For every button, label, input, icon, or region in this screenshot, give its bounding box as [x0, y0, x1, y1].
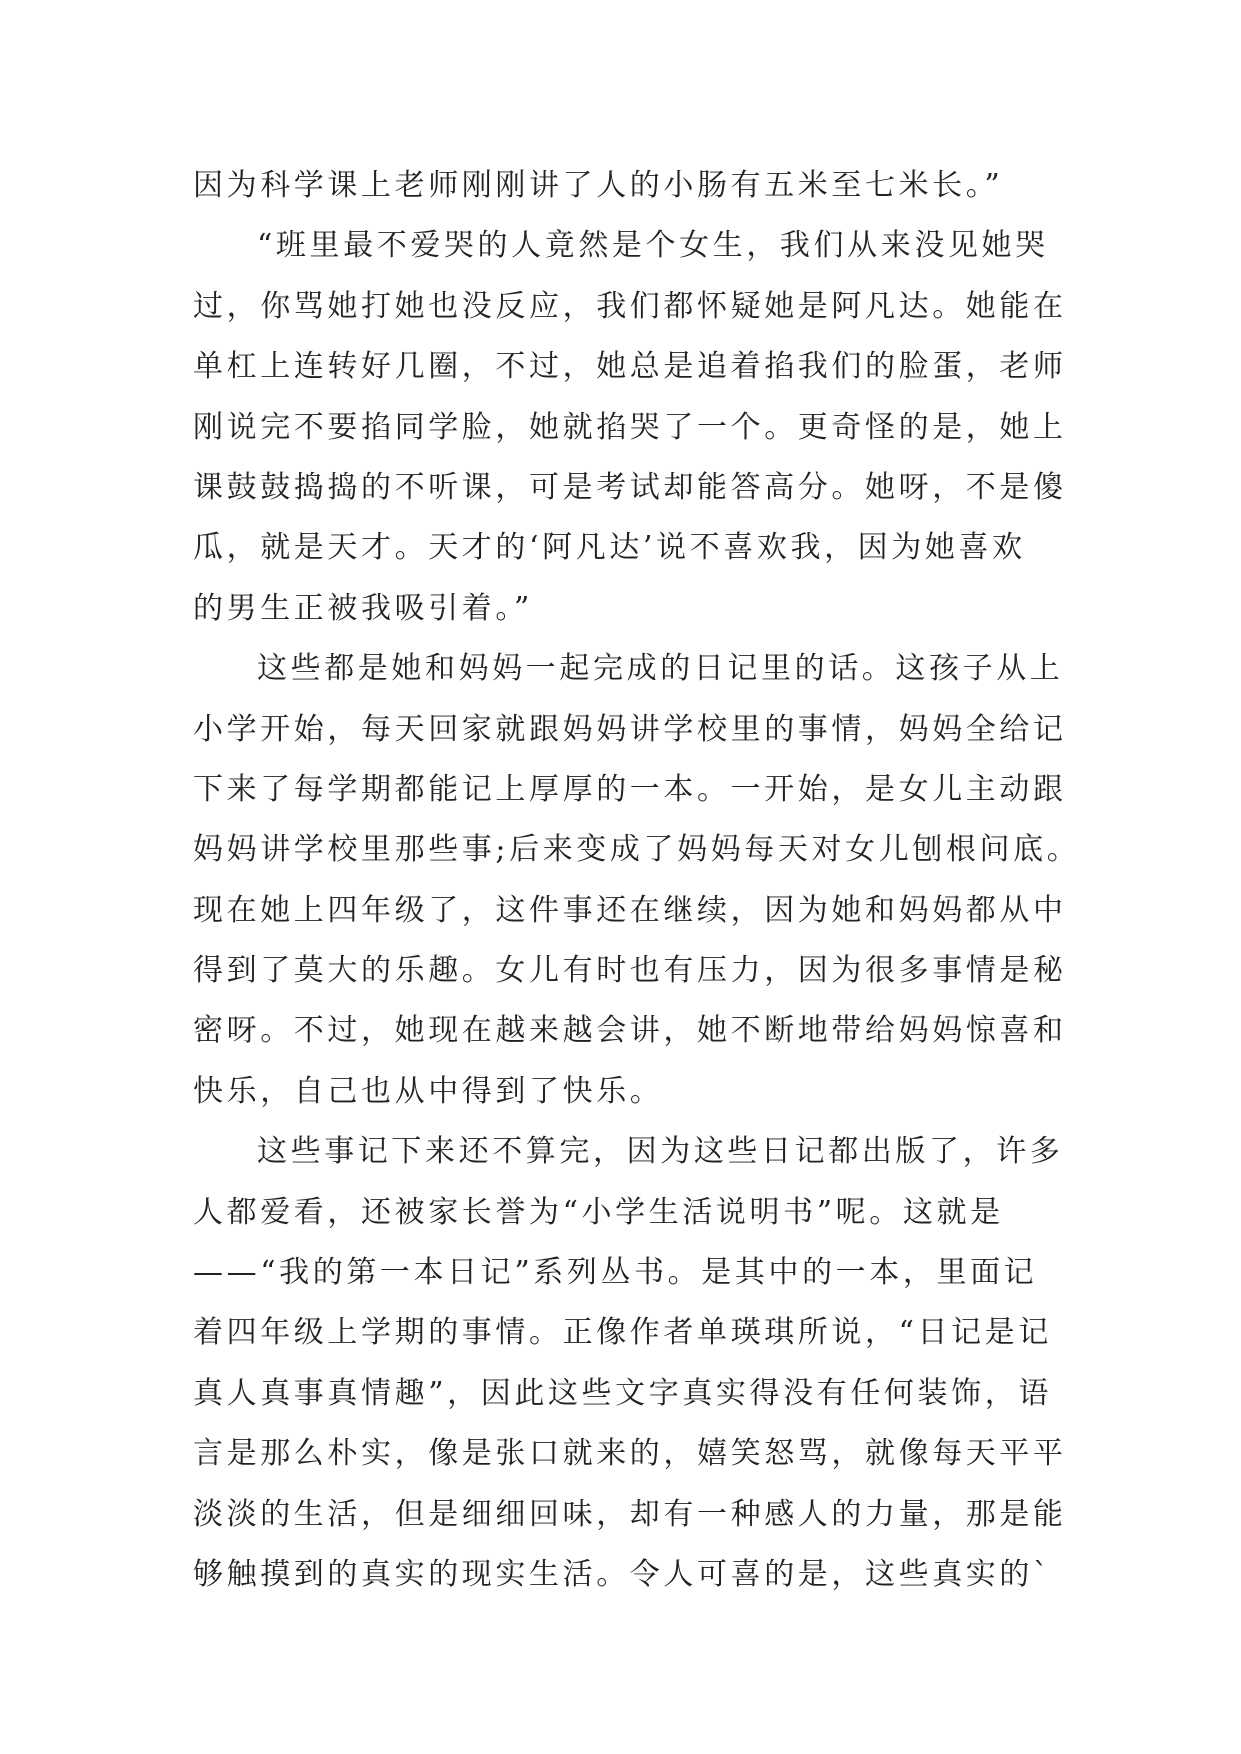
text-line: 刚说完不要掐同学脸，她就掐哭了一个。更奇怪的是，她上 [193, 409, 1067, 445]
text-line: 单杠上连转好几圈，不过，她总是追着掐我们的脸蛋，老师 [193, 349, 1067, 385]
article-body [193, 156, 1081, 1605]
text-line: 下来了每学期都能记上厚厚的一本。一开始，是女儿主动跟 [193, 771, 1067, 807]
text-line: 这些都是她和妈妈一起完成的日记里的话。这孩子从上 [257, 651, 1064, 687]
text-line: 真人真事真情趣”，因此这些文字真实得没有任何装饰，语 [193, 1375, 1052, 1411]
text-line: 够触摸到的真实的现实生活。令人可喜的是，这些真实的` [193, 1556, 1052, 1592]
text-line: 快乐，自己也从中得到了快乐。 [193, 1073, 664, 1109]
text-line: 因为科学课上老师刚刚讲了人的小肠有五米至七米长。” [193, 168, 1004, 203]
text-line: 的男生正被我吸引着。” [193, 590, 533, 626]
text-line: 瓜，就是天才。天才的‘阿凡达’说不喜欢我，因为她喜欢 [193, 530, 1026, 566]
text-line: 着四年级上学期的事情。正像作者单瑛琪所说，“日记是记 [193, 1315, 1052, 1351]
text-line: 人都爱看，还被家长誉为“小学生活说明书”呢。这就是 [193, 1194, 1004, 1230]
text-line: 这些事记下来还不算完，因为这些日记都出版了，许多 [257, 1134, 1064, 1170]
text-line: “班里最不爱哭的人竟然是个女生，我们从来没见她哭 [257, 228, 1049, 264]
text-line: 密呀。不过，她现在越来越会讲，她不断地带给妈妈惊喜和 [193, 1013, 1067, 1049]
text-line: 现在她上四年级了，这件事还在继续，因为她和妈妈都从中 [193, 892, 1067, 928]
text-line: 得到了莫大的乐趣。女儿有时也有压力，因为很多事情是秘 [193, 953, 1067, 989]
text-line: ——“我的第一本日记”系列丛书。是其中的一本，里面记 [193, 1255, 1038, 1291]
text-line: 小学开始，每天回家就跟妈妈讲学校里的事情，妈妈全给记 [193, 711, 1067, 747]
text-line: 课鼓鼓捣捣的不听课，可是考试却能答高分。她呀，不是傻 [193, 469, 1067, 505]
text-line: 过，你骂她打她也没反应，我们都怀疑她是阿凡达。她能在 [193, 288, 1067, 324]
text-line: 言是那么朴实，像是张口就来的，嬉笑怒骂，就像每天平平 [193, 1436, 1067, 1472]
text-line: 淡淡的生活，但是细细回味，却有一种感人的力量，那是能 [193, 1496, 1067, 1532]
text-line: 妈妈讲学校里那些事;后来变成了妈妈每天对女儿刨根问底。 [193, 832, 1081, 868]
